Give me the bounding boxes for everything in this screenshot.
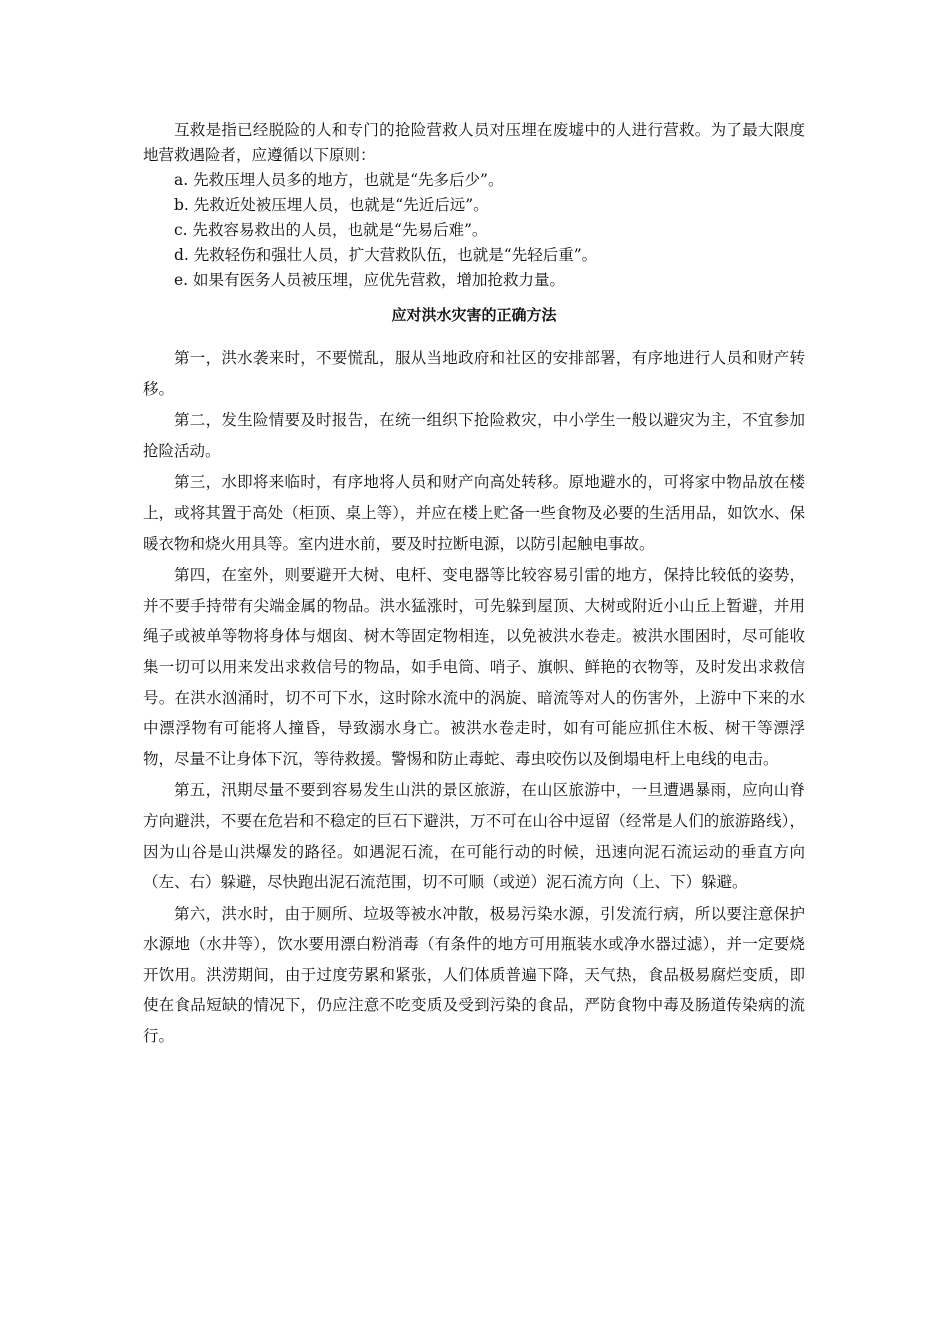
paragraph-3: 第三，水即将来临时，有序地将人员和财产向高处转移。原地避水的，可将家中物品放在楼上，或将其置于高处（柜顶、桌上等），并应在楼上贮备一些食物及必要的生活用品，如饮水、保暖衣物和烧火用具等。室内进水前，要及时拉断电源，以防引起触电事故。 [143,473,805,553]
paragraph-1: 第一，洪水袭来时，不要慌乱，服从当地政府和社区的安排部署，有序地进行人员和财产转移。 [143,349,805,398]
principle-item-d: d. 先救轻伤和强壮人员，扩大营救队伍，也就是“先轻后重”。 [174,246,598,264]
principle-item-a: a. 先救压埋人员多的地方，也就是“先多后少”。 [174,171,504,189]
section-title: 应对洪水灾害的正确方法 [391,306,557,324]
paragraph-6: 第六，洪水时，由于厕所、垃圾等被水冲散，极易污染水源，引发流行病，所以要注意保护水源地（水井等），饮水要用漂白粉消毒（有条件的地方可用瓶装水或净水器过滤），并一定要烧开饮用。洪涝期间，由于过度劳累和紧张，人们体质普遍下降，天气热，食品极易腐烂变质，即使在食品短缺的情况下，仍应注意不吃变质及受到污染的食品，严防食物中毒及肠道传染病的流行。 [143,904,805,1046]
paragraph-5: 第五，汛期尽量不要到容易发生山洪的景区旅游，在山区旅游中，一旦遭遇暴雨，应向山脊方向避洪，不要在危岩和不稳定的巨石下避洪，万不可在山谷中逗留（经常是人们的旅游路线），因为山谷是山洪爆发的路径。如遇泥石流，在可能行动的时候，迅速向泥石流运动的垂直方向（左、右）躲避，尽快跑出泥石流范围，切不可顺（或逆）泥石流方向（上、下）躲避。 [143,781,805,892]
rescue-principles-list [143,168,805,293]
principle-item-e: e. 如果有医务人员被压埋，应优先营救，增加抢救力量。 [174,271,566,289]
document-page [143,118,805,1053]
intro-paragraph: 互救是指已经脱险的人和专门的抢险营救人员对压埋在废墟中的人进行营救。为了最大限度地营救遇险者，应遵循以下原则： [143,121,805,164]
principle-item-b: b. 先救近处被压埋人员，也就是“先近后远”。 [174,196,489,214]
paragraph-2: 第二，发生险情要及时报告，在统一组织下抢险救灾，中小学生一般以避灾为主，不宜参加抢险活动。 [143,411,805,460]
paragraph-4: 第四，在室外，则要避开大树、电杆、变电器等比较容易引雷的地方，保持比较低的姿势，并不要手持带有尖端金属的物品。洪水猛涨时，可先躲到屋顶、大树或附近小山丘上暂避，并用绳子或被单等物将身体与烟囱、树木等固定物相连，以免被洪水卷走。被洪水围困时，尽可能收集一切可以用来发出求救信号的物品，如手电筒、哨子、旗帜、鲜艳的衣物等，及时发出求救信号。在洪水汹涌时，切不可下水，这时除水流中的涡旋、暗流等对人的伤害外，上游中下来的水中漂浮物有可能将人撞昏，导致溺水身亡。被洪水卷走时，如有可能应抓住木板、树干等漂浮物，尽量不让身体下沉，等待救援。警惕和防止毒蛇、毒虫咬伤以及倒塌电杆上电线的电击。 [143,566,805,768]
principle-item-c: c. 先救容易救出的人员，也就是“先易后难”。 [174,221,488,239]
